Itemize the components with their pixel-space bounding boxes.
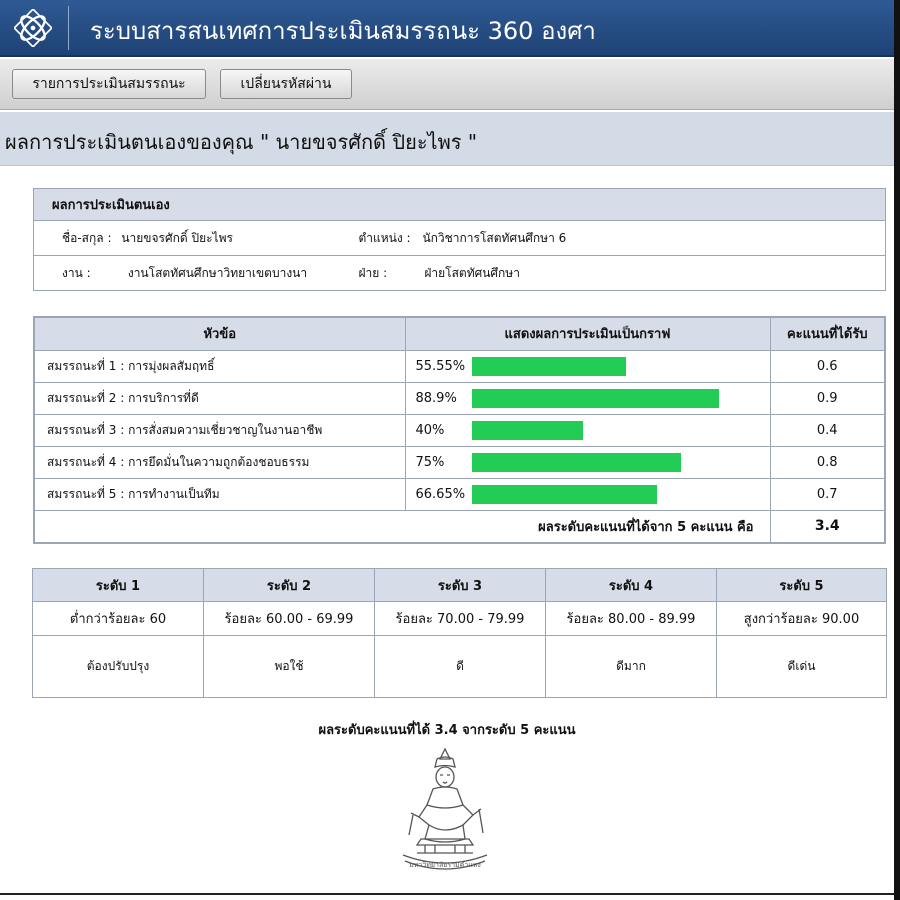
level-description: ดี [375,636,546,698]
competency-list-button[interactable]: รายการประเมินสมรรถนะ [12,69,206,99]
emblem-caption: มหาวิทยาลัยรามคำแหง [409,861,481,869]
app-title: ระบบสารสนเทศการประเมินสมรรถนะ 360 องศา [90,17,596,45]
competency-topic: สมรรถนะที่ 2 : การบริการที่ดี [34,382,405,414]
table-row [34,446,885,478]
competency-topic: สมรรถนะที่ 4 : การยึดมั่นในความถูกต้องชอบธรรม [34,446,405,478]
work-value: งานโสตทัศนศึกษาวิทยาเขตบางนา [127,265,308,280]
competency-topic: สมรรถนะที่ 1 : การมุ่งผลสัมฤทธิ์ [34,350,405,382]
percent-bar [472,485,657,504]
level-header: ระดับ 5 [717,569,887,602]
level-header: ระดับ 4 [546,569,717,602]
competency-points: 0.7 [770,478,885,510]
department-label: ฝ่าย : [358,265,388,280]
level-range: สูงกว่าร้อยละ 90.00 [717,602,887,636]
profile-table [33,188,886,291]
competency-graph [405,350,770,382]
level-header: ระดับ 3 [375,569,546,602]
competency-graph [405,446,770,478]
position-value: นักวิชาการโสตทัศนศึกษา 6 [422,230,567,245]
level-description: ดีมาก [546,636,717,698]
level-criteria-table [32,568,887,698]
department-value: ฝ่ายโสตทัศนศึกษา [424,265,520,280]
profile-section-title: ผลการประเมินตนเอง [34,189,886,221]
competency-points: 0.4 [770,414,885,446]
level-header: ระดับ 1 [33,569,204,602]
work-label: งาน : [62,265,91,280]
percent-bar [472,357,626,376]
percent-bar [472,453,681,472]
position-label: ตำแหน่ง : [358,230,411,245]
table-row [34,478,885,510]
name-label: ชื่อ-สกุล : [62,230,112,245]
atom-logo-icon [14,9,52,47]
level-description: ต้องปรับปรุง [33,636,204,698]
table-row [34,414,885,446]
work-cell [34,256,359,291]
percent-bar [472,421,583,440]
level-range: ร้อยละ 60.00 - 69.99 [204,602,375,636]
level-header: ระดับ 2 [204,569,375,602]
level-description: พอใช้ [204,636,375,698]
window-frame-edge [894,0,900,900]
competency-topic: สมรรถนะที่ 5 : การทำงานเป็นทีม [34,478,405,510]
competency-points: 0.8 [770,446,885,478]
department-cell [359,256,886,291]
level-range: ต่ำกว่าร้อยละ 60 [33,602,204,636]
page-title-band [0,112,894,166]
competency-graph [405,414,770,446]
competency-graph [405,382,770,414]
footer-divider [0,893,894,895]
competency-points: 0.9 [770,382,885,414]
nav-bar [0,59,894,110]
competency-points: 0.6 [770,350,885,382]
university-emblem-icon [393,745,497,873]
table-row [34,382,885,414]
percent-bar [472,389,719,408]
level-range: ร้อยละ 80.00 - 89.99 [546,602,717,636]
topic-column-header: หัวข้อ [34,317,405,350]
page-title: ผลการประเมินตนเองของคุณ " นายขจรศักดิ์ ปิยะไพร " [5,130,478,154]
result-summary: ผลระดับคะแนนที่ได้ 3.4 จากระดับ 5 คะแนน [318,723,576,738]
percent-label: 55.55% [415,358,466,374]
graph-column-header: แสดงผลการประเมินเป็นกราฟ [405,317,770,350]
percent-label: 88.9% [415,390,457,406]
total-label: ผลระดับคะแนนที่ได้จาก 5 คะแนน คือ [34,510,770,543]
competency-score-table [33,316,886,544]
total-value: 3.4 [770,510,885,543]
competency-topic: สมรรถนะที่ 3 : การสั่งสมความเชี่ยวชาญในงานอาชีพ [34,414,405,446]
percent-label: 40% [415,422,445,438]
level-range: ร้อยละ 70.00 - 79.99 [375,602,546,636]
position-cell [359,221,886,256]
percent-label: 75% [415,454,445,470]
change-password-button[interactable]: เปลี่ยนรหัสผ่าน [220,69,352,99]
level-description: ดีเด่น [717,636,887,698]
points-column-header: คะแนนที่ได้รับ [770,317,885,350]
percent-label: 66.65% [415,486,466,502]
competency-graph [405,478,770,510]
name-cell [34,221,359,256]
total-row [34,510,885,543]
name-value: นายขจรศักดิ์ ปิยะไพร [121,230,233,245]
app-header [0,0,900,57]
table-row [34,350,885,382]
header-divider [68,6,69,50]
